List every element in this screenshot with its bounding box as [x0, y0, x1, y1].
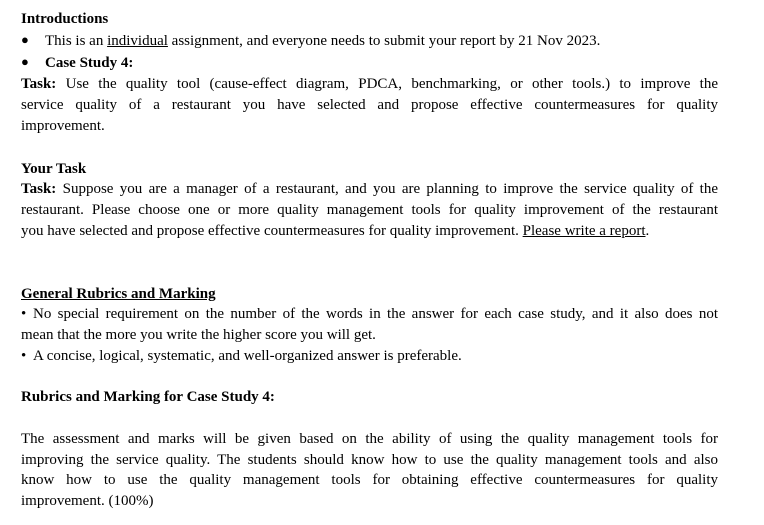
rubrics-bullet-2: • A concise, logical, systematic, and well-organized answer is preferable.	[21, 346, 462, 367]
bullet-icon: ●	[21, 54, 29, 69]
case4-line-2: improving the service quality. The students should know how to use the quality management tools and also	[21, 452, 718, 468]
your-task-heading: Your Task	[21, 161, 87, 177]
intro-task-line-2: service quality of a restaurant you have selected and propose effective countermeasures for quality	[21, 97, 718, 113]
introductions-heading: Introductions	[21, 11, 109, 27]
rubrics-bullet-1-line-2: mean that the more you write the higher score you will get.	[21, 327, 376, 343]
case4-line-3: know how to use the quality management tools for obtaining effective countermeasures for quality	[21, 472, 718, 488]
general-rubrics-heading: General Rubrics and Marking	[21, 286, 216, 302]
bullet-icon: ●	[21, 32, 29, 47]
individual-underlined: individual	[107, 33, 168, 49]
your-task-line-1: Task: Suppose you are a manager of a restaurant, and you are planning to improve the service quality of the	[21, 181, 718, 197]
your-task-line-2: restaurant. Please choose one or more quality management tools for quality improvement of the restaurant	[21, 202, 718, 218]
task-label: Task:	[21, 181, 57, 197]
intro-task-line-3: improvement.	[21, 118, 105, 134]
bullet-icon: •	[21, 348, 27, 364]
case4-line-4: improvement. (100%)	[21, 493, 154, 509]
task-label: Task:	[21, 76, 57, 92]
bullet-icon: •	[21, 306, 27, 322]
intro-bullet-2: ● Case Study 4:	[21, 52, 133, 74]
intro-bullet-1: ● This is an individual assignment, and everyone needs to submit your report by 21 Nov 2023.	[21, 30, 600, 52]
rubrics-bullet-1-line-1: • No special requirement on the number of the words in the answer for each case study, and it also does not	[21, 304, 718, 325]
case4-line-1: The assessment and marks will be given based on the ability of using the quality management tools for	[21, 431, 718, 447]
case4-rubrics-heading: Rubrics and Marking for Case Study 4:	[21, 389, 275, 405]
your-task-line-3: you have selected and propose effective countermeasures for quality improvement. Please write a report.	[21, 223, 650, 239]
intro-task-line-1: Task: Use the quality tool (cause-effect diagram, PDCA, benchmarking, or other tools.) to improve the	[21, 76, 718, 92]
write-report-underlined: Please write a report	[522, 223, 646, 239]
